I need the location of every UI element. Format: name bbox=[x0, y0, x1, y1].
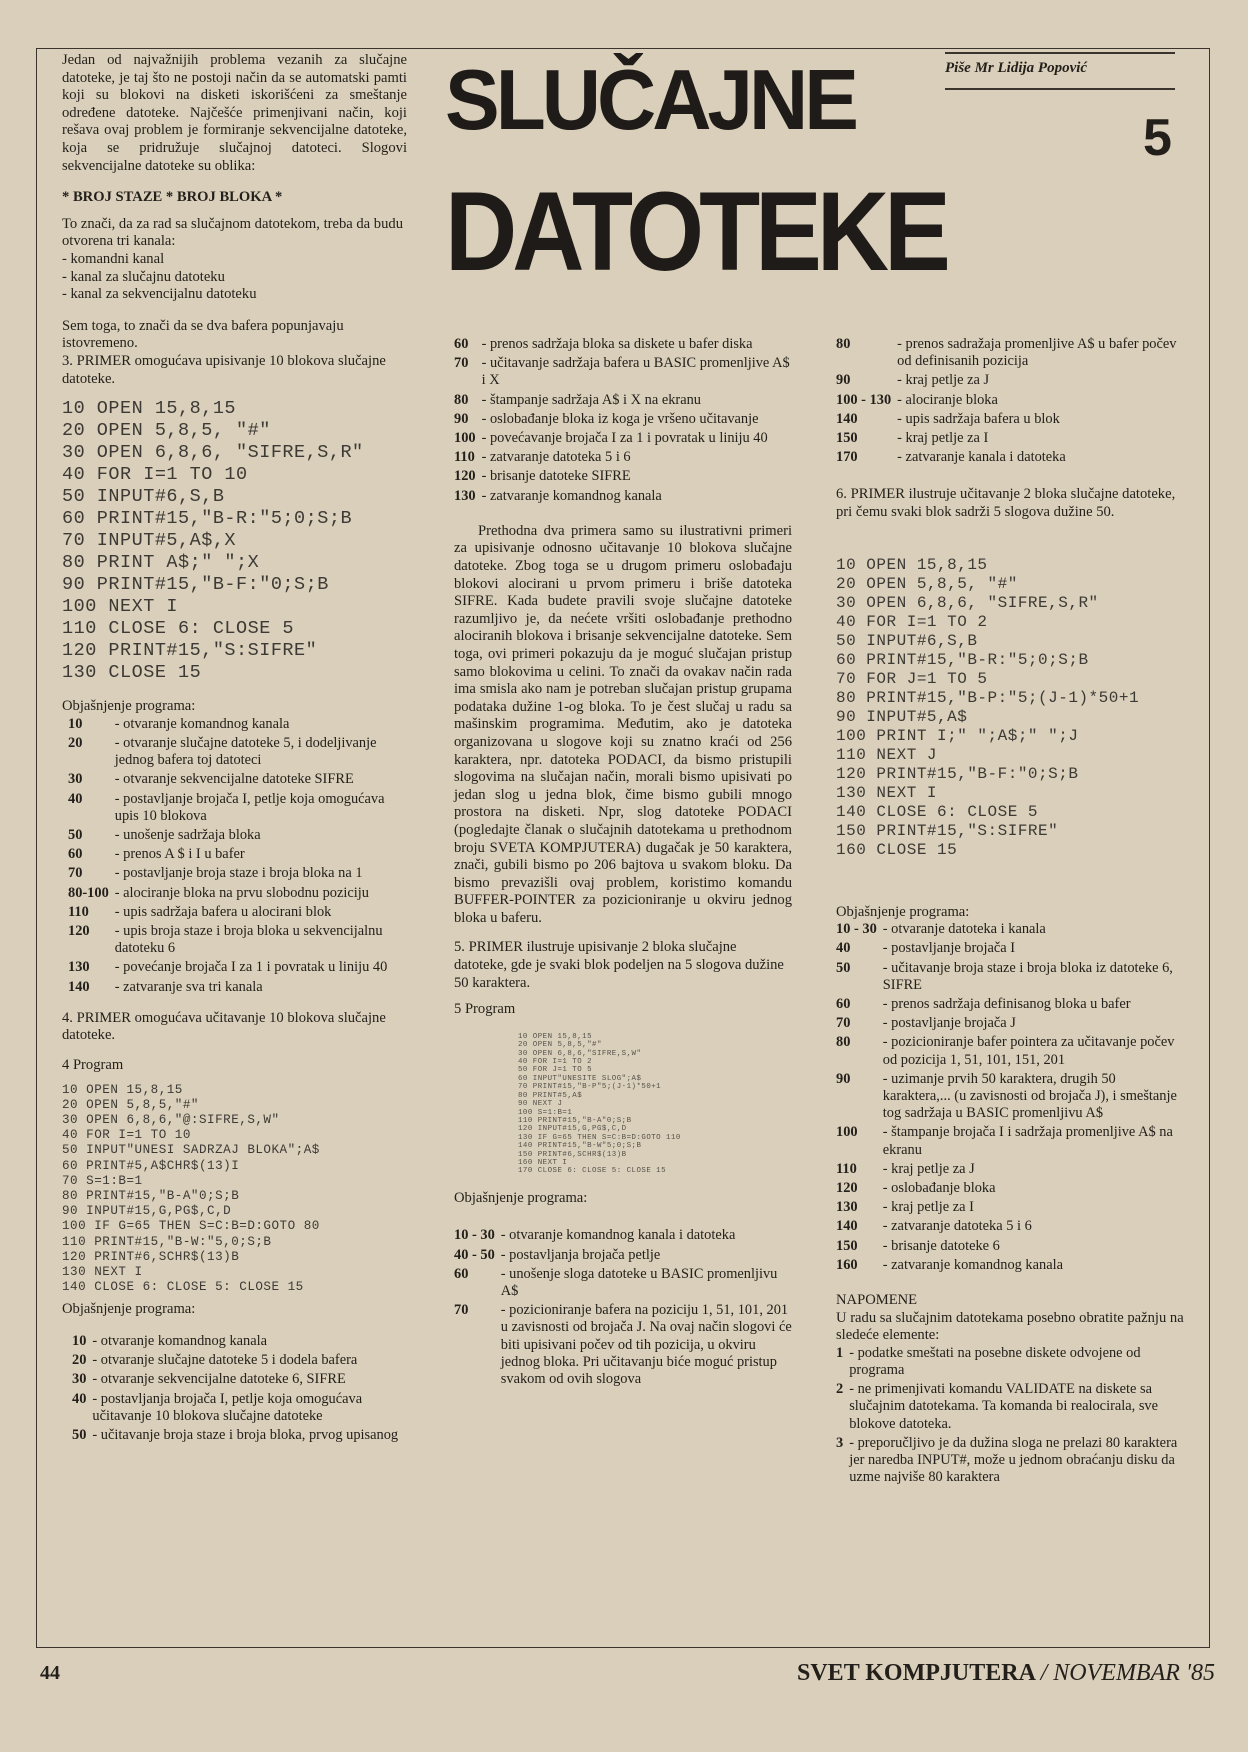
explanation-text: - otvaranje komandnog kanala i datoteka bbox=[500, 1227, 736, 1244]
explanation-text: - zatvaranje kanala i datoteka bbox=[897, 449, 1066, 466]
explanation-text: - otvaranje sekvencijalne datoteke 6, SIFRE bbox=[92, 1371, 346, 1388]
explanation-text: - prenos sadržaja definisanog bloka u bafer bbox=[882, 996, 1131, 1013]
program-5-label: 5 Program bbox=[454, 1001, 516, 1018]
explanation-text: - oslobađanje bloka iz koga je vršeno učitavanje bbox=[481, 410, 759, 427]
code-listing-3 bbox=[62, 398, 407, 684]
explanation-text: - zatvaranje datoteka 5 i 6 bbox=[882, 1218, 1032, 1235]
code-line: 160 CLOSE 15 bbox=[836, 840, 958, 859]
explanation-text: - alociranje bloka na prvu slobodnu poziciju bbox=[114, 884, 369, 901]
code-line: 40 FOR I=1 TO 2 bbox=[836, 612, 988, 631]
note-text: - preporučljivo je da dužina sloga ne prelazi 80 karaktera jer naredba INPUT#, može u jednom obraćanju disku da uzme najviše 80 karaktera bbox=[849, 1434, 1178, 1486]
explanation-number: 100 - 130 bbox=[836, 391, 892, 408]
explanation-number: 80 bbox=[454, 391, 469, 408]
program-4-label: 4 Program bbox=[62, 1056, 124, 1073]
code-line: 150 PRINT#6,SCHR$(13)B bbox=[518, 1150, 627, 1159]
explanation-text: - brisanje datoteke 6 bbox=[882, 1237, 1000, 1254]
example-3-heading: 3. PRIMER omogućava upisivanje 10 blokova slučajne datoteke. bbox=[62, 352, 386, 387]
explanation-number: 80-100 bbox=[68, 884, 109, 901]
header-rule-bottom bbox=[945, 88, 1175, 90]
code-line: 30 OPEN 6,8,6, "SIFRE,S,R" bbox=[836, 593, 1099, 612]
note-text: - podatke smeštati na posebne diskete odvojene od programa bbox=[849, 1344, 1141, 1379]
explanation-number: 10 - 30 bbox=[454, 1227, 495, 1244]
note-number: 3 bbox=[836, 1434, 844, 1451]
explanation-text: - pozicioniranje bafera na poziciju 1, 51, 101, 201 u zavisnosti od brojača J. Na ovaj način slogovi će biti upisivani počev od tih pozicija, u okviru jednog bloka. Pri učitavanju biće moguć pristup svakom od ovih slogova bbox=[500, 1302, 792, 1387]
explanation-number: 50 bbox=[68, 826, 83, 843]
explanation-number: 60 bbox=[68, 846, 83, 863]
explanation-number: 110 bbox=[454, 449, 475, 466]
explanation-number: 120 bbox=[836, 1180, 858, 1197]
code-line: 90 PRINT#15,"B-F:"0;S;B bbox=[62, 574, 329, 596]
code-line: 60 PRINT#15,"B-R:"5;0;S;B bbox=[836, 650, 1089, 669]
explanation-text: - unošenje sadržaja bloka bbox=[114, 826, 261, 843]
explanation-list-3 bbox=[68, 716, 407, 998]
explanation-text: - postavljanja brojača petlje bbox=[500, 1246, 661, 1263]
explanation-text: - učitavanje sadržaja bafera u BASIC promenljive A$ i X bbox=[481, 355, 790, 389]
code-line: 10 OPEN 15,8,15 bbox=[62, 1082, 183, 1097]
explanation-text: - učitavanje broja staze i broja bloka iz datoteke 6, SIFRE bbox=[882, 959, 1173, 993]
example-6-heading: 6. PRIMER ilustruje učitavanje 2 bloka slučajne datoteke, pri čemu svaki blok sadrži 5 slogova dužine 50. bbox=[836, 486, 1176, 521]
code-line: 70 FOR J=1 TO 5 bbox=[836, 669, 988, 688]
explanation-number: 150 bbox=[836, 1237, 858, 1254]
notes-title: NAPOMENE bbox=[836, 1292, 918, 1309]
code-line: 70 PRINT#15,"B-P"5;(J-1)*50+1 bbox=[518, 1083, 662, 1092]
explanation-title-3: Objašnjenje programa: bbox=[62, 698, 196, 715]
code-line: 130 NEXT I bbox=[62, 1264, 143, 1279]
explanation-number: 120 bbox=[454, 468, 476, 485]
code-line: 80 PRINT#15,"B-A"0;S;B bbox=[62, 1188, 240, 1203]
code-line: 30 OPEN 6,8,6,"SIFRE,S,W" bbox=[518, 1049, 642, 1058]
explanation-number: 50 bbox=[72, 1426, 87, 1443]
code-line: 170 CLOSE 6: CLOSE 5: CLOSE 15 bbox=[518, 1167, 667, 1176]
code-line: 60 PRINT#5,A$CHR$(13)I bbox=[62, 1158, 240, 1173]
code-line: 70 INPUT#5,A$,X bbox=[62, 530, 237, 552]
explanation-text: - otvaranje sekvencijalne datoteke SIFRE bbox=[114, 771, 354, 788]
title-line-2: DATOTEKE bbox=[445, 169, 946, 295]
explanation-number: 70 bbox=[836, 1015, 851, 1032]
explanation-number: 80 bbox=[836, 336, 851, 352]
code-listing-5 bbox=[518, 1033, 792, 1176]
author-byline: Piše Mr Lidija Popović bbox=[945, 60, 1088, 76]
explanation-text: - kraj petlje za I bbox=[882, 1199, 974, 1216]
code-line: 50 INPUT#6,S,B bbox=[62, 486, 225, 508]
code-line: 90 INPUT#5,A$ bbox=[836, 707, 968, 726]
footer-separator: / bbox=[1040, 1660, 1048, 1686]
code-listing-6 bbox=[836, 556, 1186, 860]
explanation-text: - brisanje datoteke SIFRE bbox=[481, 468, 631, 485]
code-line: 160 NEXT I bbox=[518, 1158, 568, 1167]
explanation-text: - otvaranje slučajne datoteke 5 i dodela bafera bbox=[92, 1352, 358, 1369]
code-line: 140 CLOSE 6: CLOSE 5: CLOSE 15 bbox=[62, 1280, 304, 1295]
code-line: 50 INPUT#6,S,B bbox=[836, 631, 978, 650]
code-line: 100 PRINT I;" ";A$;" ";J bbox=[836, 726, 1079, 745]
explanation-number: 20 bbox=[68, 734, 83, 751]
explanation-text: - povećanje brojača I za 1 i povratak u liniju 40 bbox=[114, 959, 388, 976]
example-4-heading: 4. PRIMER omogućava učitavanje 10 blokova slučajne datoteke. bbox=[62, 1009, 386, 1044]
explanation-title-5: Objašnjenje programa: bbox=[454, 1189, 588, 1206]
explanation-number: 130 bbox=[68, 959, 90, 976]
note-number: 1 bbox=[836, 1344, 844, 1361]
explanation-number: 170 bbox=[836, 449, 858, 466]
code-line: 60 INPUT"UNESITE SLOG";A$ bbox=[518, 1074, 642, 1083]
explanation-text: - otvaranje komandnog kanala bbox=[114, 715, 290, 732]
code-line: 120 PRINT#15,"S:SIFRE" bbox=[62, 640, 318, 662]
code-line: 110 CLOSE 6: CLOSE 5 bbox=[62, 618, 295, 640]
channel-item: - kanal za sekvencijalnu datoteku bbox=[62, 286, 257, 303]
title-line-1: SLUČAJNE bbox=[445, 53, 855, 148]
explanation-number: 90 bbox=[454, 410, 469, 427]
explanation-title-6: Objašnjenje programa: bbox=[836, 903, 970, 920]
explanation-number: 110 bbox=[68, 903, 89, 920]
explanation-number: 90 bbox=[836, 372, 851, 389]
explanation-text: - postavljanje broja staze i broja bloka na 1 bbox=[114, 865, 363, 882]
explanation-number: 140 bbox=[68, 978, 90, 995]
explanation-number: 90 bbox=[836, 1070, 851, 1087]
explanation-number: 60 bbox=[454, 1265, 469, 1282]
explanation-number: 70 bbox=[454, 355, 469, 372]
explanation-number: 130 bbox=[836, 1199, 858, 1216]
explanation-number: 50 bbox=[836, 959, 851, 976]
explanation-list-4-continued bbox=[454, 336, 792, 507]
explanation-text: - prenos sadražaja promenljive A$ u bafer počev od definisanih pozicija bbox=[897, 336, 1177, 370]
code-line: 30 OPEN 6,8,6,"@:SIFRE,S,W" bbox=[62, 1112, 280, 1127]
channel-item: - kanal za slučajnu datoteku bbox=[62, 268, 225, 285]
column-1 bbox=[62, 52, 407, 1446]
explanation-number: 60 bbox=[836, 996, 851, 1013]
explanation-text: - upis sadržaja bafera u blok bbox=[897, 410, 1060, 427]
code-line: 140 PRINT#15,"B-W"5;0;S;B bbox=[518, 1142, 642, 1151]
explanation-list-5-continued bbox=[836, 336, 1186, 468]
code-line: 150 PRINT#15,"S:SIFRE" bbox=[836, 821, 1059, 840]
code-line: 120 PRINT#6,SCHR$(13)B bbox=[62, 1249, 240, 1264]
notes-intro: U radu sa slučajnim datotekama posebno obratite pažnju na sledeće elemente: bbox=[836, 1309, 1184, 1344]
column-3 bbox=[836, 336, 1186, 1488]
code-line: 80 PRINT A$;" ";X bbox=[62, 552, 260, 574]
explanation-text: - postavljanje brojača J bbox=[882, 1015, 1016, 1032]
magazine-name: SVET KOMPJUTERA bbox=[797, 1660, 1035, 1686]
explanation-text: - uzimanje prvih 50 karaktera, drugih 50 karaktera,... (u zavisnosti od brojača J), i smeštanje tog sadržaja u BASIC promenljivu A$ bbox=[882, 1070, 1177, 1122]
explanation-text: - povećavanje brojača I za 1 i povratak u liniju 40 bbox=[481, 430, 768, 447]
code-line: 60 PRINT#15,"B-R:"5;0;S;B bbox=[62, 508, 353, 530]
explanation-number: 40 bbox=[836, 940, 851, 957]
code-line: 120 PRINT#15,"B-F:"0;S;B bbox=[836, 764, 1079, 783]
code-line: 130 NEXT I bbox=[836, 783, 938, 802]
code-line: 100 NEXT I bbox=[62, 596, 179, 618]
code-line: 40 FOR I=1 TO 2 bbox=[518, 1058, 593, 1067]
issue-number: 5 bbox=[1143, 109, 1172, 167]
code-line: 10 OPEN 15,8,15 bbox=[836, 555, 988, 574]
code-line: 90 NEXT J bbox=[518, 1100, 563, 1109]
magazine-footer bbox=[797, 1660, 1215, 1687]
code-line: 40 FOR I=1 TO 10 bbox=[62, 464, 248, 486]
explanation-text: - štampanje sadržaja A$ i X na ekranu bbox=[481, 391, 701, 408]
code-line: 80 PRINT#5,A$ bbox=[518, 1091, 583, 1100]
channels-intro: To znači, da za rad sa slučajnom datotekom, treba da budu otvorena tri kanala: bbox=[62, 215, 403, 250]
code-line: 10 OPEN 15,8,15 bbox=[62, 398, 237, 420]
explanation-text: - zatvaranje komandnog kanala bbox=[481, 487, 662, 504]
explanation-list-6 bbox=[836, 921, 1186, 1276]
column-2 bbox=[454, 336, 792, 1390]
explanation-text: - upis broja staze i broja bloka u sekvencijalnu datoteku 6 bbox=[114, 922, 383, 957]
explanation-text: - zatvaranje komandnog kanala bbox=[882, 1256, 1063, 1273]
explanation-number: 70 bbox=[454, 1302, 469, 1319]
explanation-text: - otvaranje datoteka i kanala bbox=[882, 921, 1046, 938]
intro-paragraph: Jedan od najvažnijih problema vezanih za slučajne datoteke, je taj što ne postoji način da se automatski pamti koji su blokovi na disketi iskorišćeni za smeštanje određene datoteke. Najčešće primenjivani način, koji rešava ovaj problem je formiranje sekvencijalne datoteke, koja se pridružuje slučajnoj datoteci. Slogovi sekvencijalne datoteke su oblika: bbox=[62, 52, 407, 174]
code-line: 50 INPUT"UNESI SADRZAJ BLOKA";A$ bbox=[62, 1143, 320, 1158]
explanation-text: - postavljanja brojača I, petlje koja omogućava učitavanje 10 blokova slučajne datoteke bbox=[92, 1390, 363, 1424]
explanation-number: 110 bbox=[836, 1160, 857, 1177]
code-line: 130 CLOSE 15 bbox=[62, 662, 202, 684]
explanation-number: 20 bbox=[72, 1352, 87, 1369]
explanation-number: 140 bbox=[836, 1218, 858, 1235]
explanation-number: 120 bbox=[68, 922, 90, 939]
explanation-list-4 bbox=[72, 1333, 407, 1446]
channel-item: - komandni kanal bbox=[62, 250, 165, 267]
explanation-number: 40 bbox=[68, 790, 83, 807]
code-line: 90 INPUT#15,G,PG$,C,D bbox=[62, 1204, 232, 1219]
explanation-text: - postavljanje brojača I, petlje koja omogućava upis 10 blokova bbox=[114, 790, 385, 824]
explanation-text: - upis sadržaja bafera u alocirani blok bbox=[114, 903, 332, 920]
explanation-number: 140 bbox=[836, 410, 858, 427]
code-line: 20 OPEN 5,8,5,"#" bbox=[62, 1097, 199, 1112]
explanation-number: 10 - 30 bbox=[836, 921, 877, 938]
explanation-text: - otvaranje komandnog kanala bbox=[92, 1332, 268, 1349]
explanation-text: - unošenje sloga datoteke u BASIC promenljivu A$ bbox=[500, 1265, 778, 1299]
explanation-text: - alociranje bloka bbox=[897, 391, 998, 408]
explanation-text: - zatvaranje datoteka 5 i 6 bbox=[481, 449, 631, 466]
explanation-number: 30 bbox=[72, 1371, 87, 1388]
explanation-text: - kraj petlje za J bbox=[882, 1160, 975, 1177]
code-line: 80 PRINT#15,"B-P:"5;(J-1)*50+1 bbox=[836, 688, 1140, 707]
explanation-list-5 bbox=[454, 1227, 792, 1390]
code-line: 100 S=1:B=1 bbox=[518, 1108, 573, 1117]
explanation-text: - oslobađanje bloka bbox=[882, 1180, 996, 1197]
page-number: 44 bbox=[40, 1662, 60, 1684]
explanation-text: - kraj petlje za I bbox=[897, 430, 989, 447]
code-listing-4 bbox=[62, 1083, 407, 1296]
notes-list bbox=[836, 1345, 1186, 1489]
explanation-text: - otvaranje slučajne datoteke 5, i dodeljivanje jednog bafera toj datoteci bbox=[114, 734, 377, 769]
issue-date: NOVEMBAR '85 bbox=[1053, 1660, 1216, 1686]
code-line: 120 INPUT#15,G,PG$,C,D bbox=[518, 1125, 627, 1134]
record-format: * BROJ STAZE * BROJ BLOKA * bbox=[62, 189, 283, 206]
code-line: 140 CLOSE 6: CLOSE 5 bbox=[836, 802, 1039, 821]
explanation-text: - prenos sadržaja bloka sa diskete u bafer diska bbox=[481, 336, 753, 352]
explanation-number: 10 bbox=[72, 1332, 87, 1349]
explanation-text: - prenos A $ i I u bafer bbox=[114, 846, 245, 863]
note-text: - ne primenjivati komandu VALIDATE na diskete sa slučajnim datotekama. Ta komanda bi realocirala, sve blokove datoteka. bbox=[849, 1381, 1159, 1432]
code-line: 130 IF G=65 THEN S=C:B=D:GOTO 110 bbox=[518, 1133, 681, 1142]
explanation-number: 10 bbox=[68, 715, 83, 732]
explanation-number: 100 bbox=[454, 430, 476, 447]
body-paragraph: Prethodna dva primera samo su ilustrativni primeri za upisivanje odnosno učitavanje 10 blokova slučajne datoteke. Zbog toga se u drugom primeru oslobađaju blokovi alocirani u prvom primeru i briše datoteka SIFRE. Kada budete pravili svoje slučajne datoteke razumljivo je, da nećete vršiti oslobađanje prethodno alociranih blokova i brisanje sekvencijalne datoteke. Sem toga, ovi primeri pokazuju da je moguć slučajan pristup samo blokovima u celini. To znači da ovakav način rada ima smisla ako nam je potreban slučajan pristup grupama podataka dužine 1-og bloka. To je čest slučaj u radu sa mašinskim programima. Međutim, ako je datoteka organizovana u slogove koji su znatno kraći od 256 karaktera, npr. datoteka PODACI, da bismo pristupili slogovima na slučajan način, morali bismo upisivati po jedan slog u jedna blok, čime bismo gubili mnogo prostora na disketi. Npr, slog datoteke PODACI (pogledajte članak o slučajnih datotekama u prethodnom broju SVETA KOMPJUTERA) dugačak je 50 karaktera, znači, gubili bismo po 206 bajtova u svakom bloku. Da bismo prevazišli ovaj problem, koristimo komandu BUFFER-POINTER za pozicioniranje u okviru jednog bloka u baferu. bbox=[454, 522, 792, 926]
code-line: 20 OPEN 5,8,5, "#" bbox=[836, 574, 1018, 593]
explanation-number: 70 bbox=[68, 865, 83, 882]
explanation-number: 40 - 50 bbox=[454, 1246, 495, 1263]
explanation-text: - postavljanje brojača I bbox=[882, 940, 1016, 957]
example-5-heading: 5. PRIMER ilustruje upisivanje 2 bloka slučajne datoteke, gde je svaki blok podeljen na 5 slogova dužine 50 karaktera. bbox=[454, 939, 784, 991]
channels-list bbox=[62, 251, 407, 304]
buffers-note: Sem toga, to znači da se dva bafera popunjavaju istovremeno. bbox=[62, 317, 344, 352]
code-line: 40 FOR I=1 TO 10 bbox=[62, 1128, 191, 1143]
code-line: 110 NEXT J bbox=[836, 745, 938, 764]
code-line: 30 OPEN 6,8,6, "SIFRE,S,R" bbox=[62, 442, 364, 464]
code-line: 110 PRINT#15,"B-A"0;S;B bbox=[518, 1116, 632, 1125]
explanation-number: 30 bbox=[68, 771, 83, 788]
explanation-number: 80 bbox=[836, 1034, 851, 1051]
explanation-number: 130 bbox=[454, 487, 476, 504]
header-rule-top bbox=[945, 52, 1175, 54]
explanation-number: 40 bbox=[72, 1390, 87, 1407]
code-line: 110 PRINT#15,"B-W:"5,0;S;B bbox=[62, 1234, 272, 1249]
code-line: 100 IF G=65 THEN S=C:B=D:GOTO 80 bbox=[62, 1219, 320, 1234]
code-line: 70 S=1:B=1 bbox=[62, 1173, 143, 1188]
code-line: 50 FOR J=1 TO 5 bbox=[518, 1066, 593, 1075]
explanation-number: 100 bbox=[836, 1124, 858, 1141]
code-line: 10 OPEN 15,8,15 bbox=[518, 1032, 593, 1041]
explanation-text: - učitavanje broja staze i broja bloka, prvog upisanog bbox=[92, 1426, 399, 1443]
explanation-number: 60 bbox=[454, 336, 469, 352]
explanation-number: 160 bbox=[836, 1256, 858, 1273]
explanation-text: - zatvaranje sva tri kanala bbox=[114, 978, 263, 995]
explanation-text: - kraj petlje za J bbox=[897, 372, 990, 389]
explanation-title-4: Objašnjenje programa: bbox=[62, 1301, 196, 1318]
note-number: 2 bbox=[836, 1381, 844, 1398]
code-line: 20 OPEN 5,8,5,"#" bbox=[518, 1041, 602, 1050]
explanation-text: - štampanje brojača I i sadržaja promenljive A$ na ekranu bbox=[882, 1124, 1173, 1158]
code-line: 20 OPEN 5,8,5, "#" bbox=[62, 420, 271, 442]
explanation-text: - pozicioniranje bafer pointera za učitavanje počev od pozicija 1, 51, 101, 151, 201 bbox=[882, 1034, 1175, 1068]
explanation-number: 150 bbox=[836, 430, 858, 447]
